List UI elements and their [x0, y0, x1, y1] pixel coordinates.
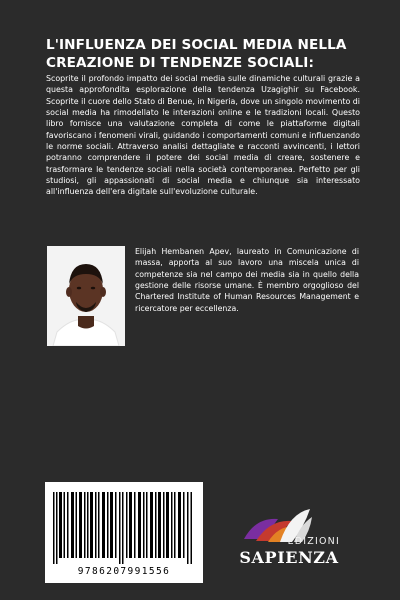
author-photo	[47, 246, 125, 346]
publisher-name: SAPIENZA	[239, 548, 339, 567]
book-synopsis: Scoprite il profondo impatto dei social media sulle dinamiche culturali grazie a questa approfondita esplorazione della tendenza Uzagighir su Facebook. Scoprite il cuore dello Stato di Benue, in Nigeria, dove un singolo movimento di social media ha rimodellato le interazioni online e le tradizioni locali. Questo libro fornisce una valutazione completa di come le piattaforme digitali favoriscano i fenomeni virali, guidando i comportamenti comuni e influenzando le norme sociali. Attraverso analisi dettagliate e racconti avvincenti, i lettori potranno comprendere il potere dei social media di creare, sostenere e trasformare le tendenze sociali nella società contemporanea. Perfetto per gli studiosi, gli appassionati di social media e chiunque sia interessato all'influenza dell'era digitale sull'evoluzione culturale.	[46, 74, 360, 197]
barcode-bars	[53, 492, 195, 564]
isbn-barcode	[45, 482, 203, 583]
publisher-logo	[234, 505, 344, 575]
book-title: L'INFLUENZA DEI SOCIAL MEDIA NELLA CREAZIONE DI TENDENZE SOCIALI:	[46, 37, 347, 71]
publisher-line1: EDIZIONI	[287, 536, 340, 547]
author-bio: Elijah Hembanen Apev, laureato in Comunicazione di massa, apporta al suo lavoro una miscela unica di competenze sia nel campo dei media sia in quello della gestione delle risorse umane. È membro orgoglioso del Chartered Institute of Human Resources Management e ricercatore per eccellenza.	[135, 247, 359, 313]
isbn-number: 9786207991556	[77, 566, 171, 577]
